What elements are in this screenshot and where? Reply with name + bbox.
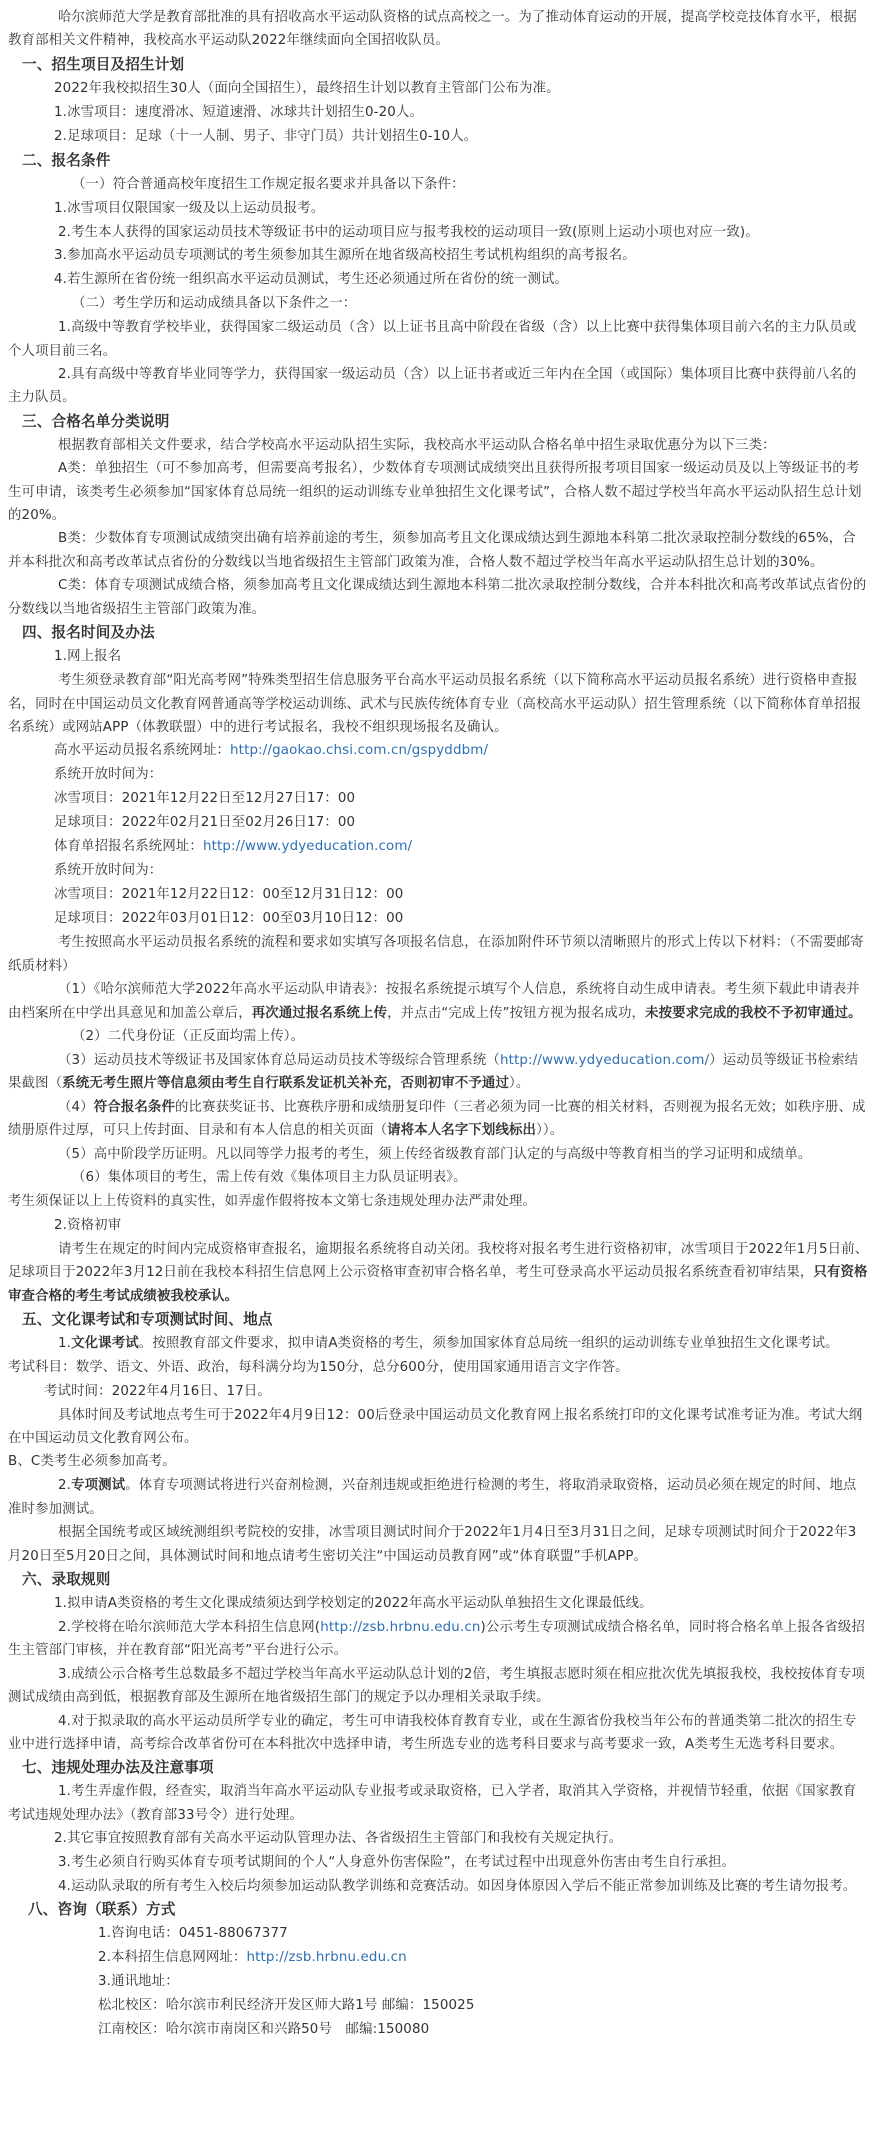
- s4-review-desc: [8, 1238, 869, 1308]
- section-8-title: 八、咨询（联系）方式: [28, 1901, 176, 1919]
- s6-rule-4: 4.对于拟录取的高水平运动员所学专业的确定，考生可申请我校体育教育专业，或在生源省份我校当年公布的普通类第二批次的招生专业中进行选择申请，高考综合改革省份可在本科批次中选择申请，考生所选专业的选考科目要求与高考要求一致，A类考生无选考科目要求。: [8, 1713, 857, 1753]
- s7-item-2: 2.其它事宜按照教育部有关高水平运动队管理办法、各省级招生主管部门和我校有关规定执行。: [54, 1831, 623, 1847]
- s4-material-4-text: 的比赛获奖证书、比赛秩序册和成绩册复印件（三者必须为同一比赛的相关材料，否则视为报名无效；如秩序册、成绩册原件过厚，可只上传封面、目录和有本人信息的相关页面（: [8, 1099, 866, 1139]
- s4-material-3-text: （3）运动员技术等级证书及国家体育总局运动员技术等级综合管理系统（: [58, 1052, 500, 1068]
- s4-material-1: [8, 978, 869, 1025]
- section-4-title: 四、报名时间及办法: [22, 624, 155, 642]
- section-3-title: 三、合格名单分类说明: [22, 412, 170, 430]
- s4-site1-label: 高水平运动员报名系统网址：: [54, 743, 231, 759]
- s4-online-title: 1.网上报名: [54, 649, 122, 665]
- ydyeducation-link-2[interactable]: http://www.ydyeducation.com/: [499, 1052, 710, 1068]
- s6-rule-3: 3.成绩公示合格考生总数最多不超过学校当年高水平运动队总计划的2倍，考生填报志愿时须在相应批次优先填报我校，我校按体育专项测试成绩由高到低，根据教育部及生源所在地省级招生部门的规定予以办理相关录取手续。: [8, 1666, 866, 1706]
- s2-cond1-item2: 2.考生本人获得的国家运动员技术等级证书中的运动项目应与报考我校的运动项目一致(原则上运动小项也对应一致)。: [58, 224, 759, 240]
- s4-material-4-bold2: 请将本人名字下划线标出: [387, 1123, 537, 1139]
- s4-material-3-end: ）。: [509, 1076, 530, 1092]
- section-1-title: 一、招生项目及招生计划: [22, 55, 185, 73]
- s4-site2-label: 体育单招报名系统网址：: [54, 839, 203, 855]
- s2-cond1-item4: 4.若生源所在省份统一组织高水平运动员测试，考生还必须通过所在省份的统一测试。: [54, 272, 569, 288]
- s4-upload-desc: 考生按照高水平运动员报名系统的流程和要求如实填写各项报名信息，在添加附件环节须以清晰照片的形式上传以下材料：（不需要邮寄纸质材料）: [8, 935, 864, 974]
- s4-site1: [8, 739, 869, 763]
- s4-material-3-text2: ）运动员等级证书检索结果截图（: [8, 1052, 859, 1092]
- s8-campus-jiangnan: 江南校区：哈尔滨市南岗区和兴路50号 邮编:150080: [98, 2022, 430, 2038]
- s8-address-title: 3.通讯地址：: [98, 1974, 179, 1990]
- s7-item-1: 1.考生弄虚作假，经查实，取消当年高水平运动队专业报考或录取资格，已入学者，取消其入学资格，并视情节轻重，依据《国家教育考试违规处理办法》（教育部33号令）进行处理。: [8, 1784, 857, 1823]
- s4-site2: [8, 835, 869, 859]
- s3-type-a: A类：单独招生（可不参加高考，但需要高考报名），少数体育专项测试成绩突出且获得所报考项目国家一级运动员及以上等级证书的考生可申请，该类考生必须参加“国家体育总局统一组织的运动训练专业单独招生文化课考试”，合格人数不超过学校当年高水平运动队招生总计划的20%。: [8, 461, 862, 524]
- s5-exam-time: 考试时间：2022年4月16日、17日。: [44, 1383, 271, 1399]
- s4-material-3-bold: 系统无考生照片等信息须由考生自行联系发证机关补充，否则初审不予通过: [62, 1076, 510, 1092]
- s3-type-b: B类：少数体育专项测试成绩突出确有培养前途的考生，须参加高考且文化课成绩达到生源地本科第二批次录取控制分数线的65%，合并本科批次和高考改革试点省份的分数线以当地省级招生主管部门政策为准，合格人数不超过学校当年高水平运动队招生总计划的30%。: [8, 531, 856, 570]
- s5-p1-text: 。按照教育部文件要求，拟申请A类资格的考生，须参加国家体育总局统一组织的运动训练专业单独招生文化课考试。: [138, 1336, 839, 1352]
- s6-rule-2-text2: )公示考生专项测试成绩合格名单，同时将合格名单上报各省级招生主管部门审核，并在教育部“阳光高考”平台进行公示。: [8, 1620, 865, 1659]
- s5-detail: 具体时间及考试地点考生可于2022年4月9日12：00后登录中国运动员文化教育网上报名系统打印的文化课考试准考证为准。考试大纲在中国运动员文化教育网公布。: [8, 1407, 863, 1446]
- s5-bc-note: B、C类考生必须参加高考。: [8, 1454, 176, 1470]
- s8-phone: 1.咨询电话：0451-88067377: [98, 1926, 288, 1942]
- intro-paragraph: 哈尔滨师范大学是教育部批准的具有招收高水平运动队资格的试点高校之一。为了推动体育运动的开展，提高学校竞技体育水平，根据教育部相关文件精神，我校高水平运动队2022年继续面向全国招收队员。: [8, 10, 857, 49]
- s4-material-4-bold: 符合报名条件: [93, 1099, 176, 1115]
- s4-material-2: （2）二代身份证（正反面均需上传）。: [72, 1028, 305, 1044]
- s4-material-5: （5）高中阶段学历证明。凡以同等学力报考的考生，须上传经省级教育部门认定的与高级中等教育相当的学习证明和成绩单。: [58, 1146, 812, 1162]
- s5-p1-num: 1.: [58, 1336, 72, 1352]
- s5-subjects: 考试科目：数学、语文、外语、政治，每科满分均为150分，总分600分，使用国家通用语言文字作答。: [8, 1359, 629, 1375]
- s2-cond1-item3: 3.参加高水平运动员专项测试的考生须参加其生源所在地省级高校招生考试机构组织的高考报名。: [54, 248, 636, 264]
- s5-special-test: [8, 1474, 869, 1521]
- s4-review-title: 2.资格初审: [54, 1217, 122, 1233]
- s4-ice-time2: 冰雪项目：2021年12月22日12：00至12月31日12：00: [54, 887, 404, 903]
- s4-open1: 系统开放时间为：: [54, 767, 163, 783]
- s4-online-desc: 考生须登录教育部“阳光高考网”特殊类型招生信息服务平台高水平运动员报名系统（以下简称高水平运动员报名系统）进行资格申查报名，同时在中国运动员文化教育网普通高等学校运动训练、武术与民族传统体育专业（高校高水平运动队）招生管理系统（以下简称体育单招报名系统）或网站APP（体教联盟）中的进行考试报名，我校不组织现场报名及确认。: [8, 673, 862, 735]
- s5-p2-num: 2.: [58, 1478, 72, 1494]
- zsb-link[interactable]: http://zsb.hrbnu.edu.cn: [320, 1620, 481, 1636]
- s8-campus-songbei: 松北校区：哈尔滨市利民经济开发区师大路1号 邮编：150025: [98, 1998, 475, 2014]
- s7-item-3: 3.考生必须自行购买体育专项考试期间的个人“人身意外伤害保险”，在考试过程中出现意外伤害由考生自行承担。: [58, 1855, 736, 1871]
- section-2-title: 二、报名条件: [22, 151, 111, 169]
- s4-material-6: （6）集体项目的考生，需上传有效《集体项目主力队员证明表》。: [72, 1169, 467, 1185]
- s5-test-schedule: 根据全国统考或区域统测组织考院校的安排，冰雪项目测试时间介于2022年1月4日至3月31日之间，足球专项测试时间介于2022年3月20日至5月20日之间，具体测试时间和地点请考生密切关注“中国运动员教育网”或“体育联盟”手机APP。: [8, 1525, 857, 1564]
- s2-cond2: （二）考生学历和运动成绩具备以下条件之一：: [72, 296, 357, 312]
- s4-material-1-bold: 再次通过报名系统上传: [251, 1005, 388, 1021]
- s2-cond1-item1: 1.冰雪项目仅限国家一级及以上运动员报考。: [54, 200, 325, 216]
- s4-material-3: [8, 1049, 869, 1096]
- gaokao-link[interactable]: http://gaokao.chsi.com.cn/gspyddbm/: [230, 743, 489, 759]
- s4-material-1-text2: ，并点击“完成上传”按钮方视为报名成功，: [387, 1005, 646, 1021]
- s4-football-time2: 足球项目：2022年03月01日12：00至03月10日12：00: [54, 911, 404, 927]
- s8-website: [8, 1946, 869, 1970]
- s4-material-4-num: （4）: [58, 1099, 94, 1115]
- s4-material-1-warning: 未按要求完成的我校不予初审通过。: [645, 1005, 862, 1021]
- s6-rule-1: 1.拟申请A类资格的考生文化课成绩须达到学校划定的2022年高水平运动队单独招生文化课最低线。: [54, 1596, 653, 1612]
- s6-rule-2-text: 2.学校将在哈尔滨师范大学本科招生信息网(: [58, 1620, 321, 1636]
- s4-material-4-end: ））。: [536, 1123, 564, 1139]
- s2-cond2-item2: 2.具有高级中等教育毕业同等学力，获得国家一级运动员（含）以上证书者或近三年内在全国（或国际）集体项目比赛中获得前八名的主力队员。: [8, 367, 857, 406]
- s4-ice-time1: 冰雪项目：2021年12月22日至12月27日17：00: [54, 791, 356, 807]
- s7-item-4: 4.运动队录取的所有考生入校后均须参加运动队教学训练和竞赛活动。如因身体原因入学后不能正常参加训练及比赛的考生请勿报考。: [58, 1878, 857, 1894]
- s4-material-1-text: （1）《哈尔滨师范大学2022年高水平运动队申请表》：按报名系统提示填写个人信息，系统将自动生成申请表。考生须下载此申请表并由档案所在中学出具意见和加盖公章后，: [8, 982, 860, 1021]
- s4-review-text: 请考生在规定的时间内完成资格审查报名，逾期报名系统将自动关闭。我校将对报名考生进行资格初审，冰雪项目于2022年1月5日前、足球项目于2022年3月12日前在我校本科招生信息网上公示资格审查初审合格名单，考生可登录高水平运动员报名系统查看初审结果，: [8, 1241, 869, 1281]
- s4-material-4: [8, 1096, 869, 1143]
- s5-p2-bold: 专项测试: [71, 1478, 126, 1494]
- s6-rule-2: [8, 1616, 869, 1663]
- s5-culture-exam: [8, 1332, 869, 1355]
- s4-football-time1: 足球项目：2022年02月21日至02月26日17：00: [54, 815, 356, 831]
- section-6-title: 六、录取规则: [22, 1571, 111, 1589]
- s4-honesty-note: 考生须保证以上上传资料的真实性，如弄虚作假将按本文第七条违规处理办法严肃处理。: [8, 1193, 537, 1209]
- s4-open2: 系统开放时间为：: [54, 863, 163, 879]
- s2-cond1: （一）符合普通高校年度招生工作规定报名要求并具备以下条件：: [72, 176, 465, 192]
- section-5-title: 五、文化课考试和专项测试时间、地点: [22, 1311, 273, 1329]
- zsb-link-2[interactable]: http://zsb.hrbnu.edu.cn: [246, 1950, 407, 1966]
- s3-intro: 根据教育部相关文件要求，结合学校高水平运动队招生实际，我校高水平运动队合格名单中招生录取优惠分为以下三类：: [58, 437, 776, 453]
- s1-football: 2.足球项目：足球（十一人制、男子、非守门员）共计划招生0-10人。: [54, 128, 478, 144]
- section-7-title: 七、违规处理办法及注意事项: [22, 1759, 214, 1777]
- s4-review-bold: 只有资格审查合格的考生考试成绩被我校承认。: [8, 1265, 868, 1304]
- s1-plan: 2022年我校拟招生30人（面向全国招生），最终招生计划以教育主管部门公布为准。: [54, 80, 560, 96]
- s1-ice: 1.冰雪项目：速度滑冰、短道速滑、冰球共计划招生0-20人。: [54, 104, 424, 120]
- s2-cond2-item1: 1.高级中等教育学校毕业，获得国家二级运动员（含）以上证书且高中阶段在省级（含）以上比赛中获得集体项目前六名的主力队员或个人项目前三名。: [8, 320, 857, 359]
- s5-p2-text: 。体育专项测试将进行兴奋剂检测，兴奋剂违规或拒绝进行检测的考生，将取消录取资格，运动员必须在规定的时间、地点准时参加测试。: [8, 1478, 857, 1517]
- s5-p1-bold: 文化课考试: [71, 1336, 139, 1352]
- ydyeducation-link[interactable]: http://www.ydyeducation.com/: [202, 839, 413, 855]
- s3-type-c: C类：体育专项测试成绩合格，须参加高考且文化课成绩达到生源地本科第二批次录取控制分数线，合并本科批次和高考改革试点省份的分数线以当地省级招生主管部门政策为准。: [8, 578, 867, 617]
- s8-website-label: 2.本科招生信息网网址：: [98, 1950, 247, 1966]
